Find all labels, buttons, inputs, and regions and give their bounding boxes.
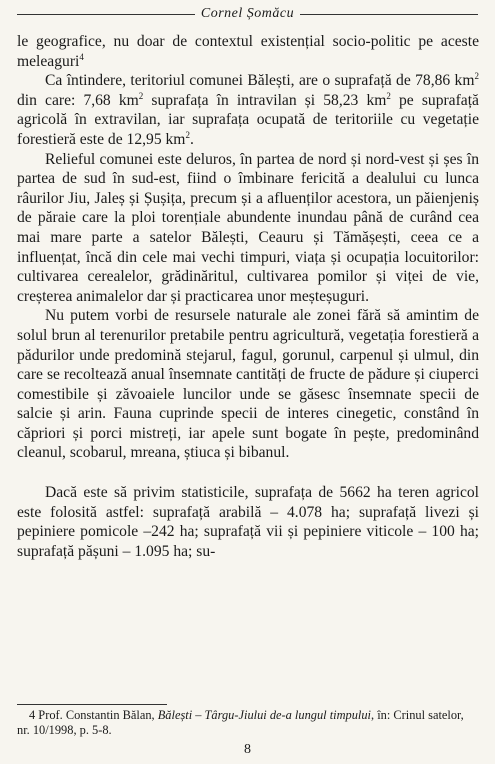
footnote-ref: 4 xyxy=(79,51,84,62)
paragraph-resources: Nu putem vorbi de resursele naturale ale zonei fără să amintim de solul brun al terenurilor pretabile pentru agricultură, vegetația forestieră a pădurilor unde predomină stejarul, fagul, gorunul, carpenul și ulmul, din care se recoltează anual însemnate cantități de fructe de pădure și ciuperci comestibile și zăvoaiele luncilor unde se găsesc însemnate specii de salcie și arin. Fauna cuprinde specii de interes cinegetic, constând în căpriori și porci mistreți, iar apele sunt bogate în pește, predominând cleanul, scobarul, mreana, știuca și bibanul. xyxy=(17,307,479,462)
page-number: 8 xyxy=(244,742,251,757)
area-text-3: suprafața în intravilan și 58,23 km xyxy=(143,91,387,109)
paragraph-relief: Relieful comunei este deluros, în partea de nord și nord-vest și șes în partea de sud în sud-est, fiind o îmbinare fericită a dealului cu lunca râurilor Jiu, Jaleș și Șușița, precum și a afluenților acestora, un păienjeniș de păraie care la ploi torențiale abundente inundau până de curând cea mai mare parte a satelor Bălești, Ceauru și Tămășești, ceea ce a influențat, încă din cele mai vechi timpuri, viața și ocupația locuitorilor: cultivarea cerealelor, grădinăritul, cultivarea pomilor și viței de vie, creșterea animalelor dar și practicarea unor meșteșuguri. xyxy=(17,150,479,305)
paragraph-statistics: Dacă este să privim statisticile, suprafața de 5662 ha teren agricol este folosită astfel: suprafață arabilă – 4.078 ha; suprafață livezi și pepiniere pomicole –242 ha; suprafață vii și pepiniere viticole – 100 ha; suprafață pășuni – 1.095 ha; su- xyxy=(17,484,479,560)
paragraph-continuation-text: le geografice, nu doar de contextul existențial socio-politic pe aceste meleaguri xyxy=(17,33,479,70)
superscript-2: 2 xyxy=(386,90,391,101)
superscript-2: 2 xyxy=(185,129,190,140)
area-text-4: pe suprafață agricolă în extravilan, iar suprafața ocupată de teritoriile cu vegetație forestieră este de 12,95 km xyxy=(17,91,479,148)
area-text-5: . xyxy=(189,130,194,148)
footnote-number: 4 xyxy=(29,708,36,722)
area-text-2: din care: 7,68 km xyxy=(17,91,139,109)
body-text xyxy=(17,32,479,561)
footnote-rule xyxy=(17,704,167,705)
paragraph-area xyxy=(17,71,479,149)
footnote-title: Bălești – Târgu-Jiului de-a lungul timpului xyxy=(157,708,372,722)
footnote xyxy=(17,708,479,738)
header-rule-left xyxy=(17,14,195,15)
superscript-2: 2 xyxy=(474,71,479,82)
header-rule-right xyxy=(300,14,478,15)
footnote-source: , în: Crinul satelor, nr. 10/1998, p. 5-8. xyxy=(17,708,464,737)
superscript-2: 2 xyxy=(138,90,144,101)
footnote-author: Prof. Constantin Bălan, xyxy=(35,708,158,722)
area-text-1: Ca întindere, teritoriul comunei Bălești, are o suprafață de 78,86 km xyxy=(45,72,475,90)
header-author: Cornel Șomăcu xyxy=(195,3,300,25)
running-header xyxy=(0,2,495,24)
paragraph-continuation xyxy=(17,32,479,71)
